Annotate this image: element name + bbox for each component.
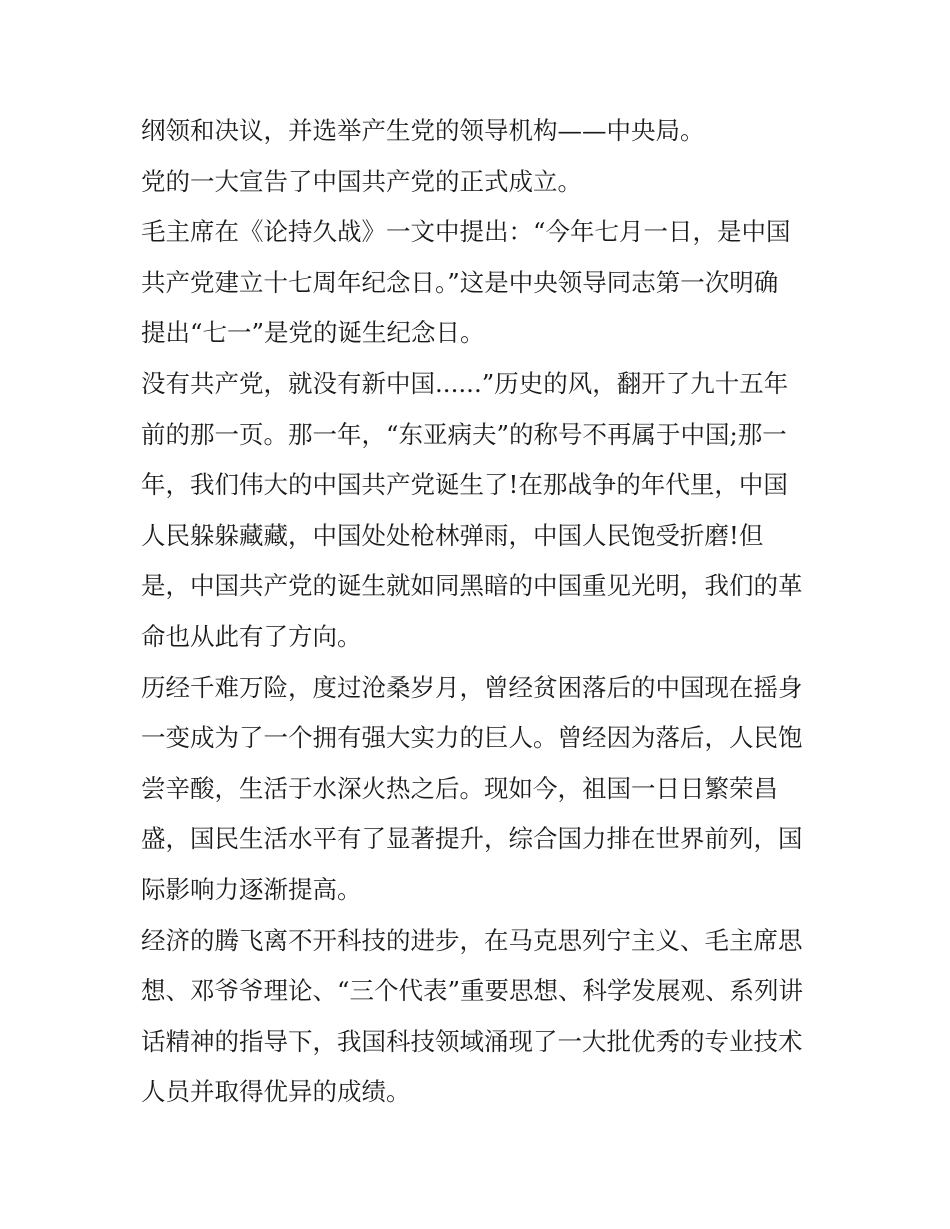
text-line-7: 前的那一页。那一年，“东亚病夫”的称号不再属于中国;那一	[141, 419, 787, 449]
text-line-1: 纲领和决议，并选举产生党的领导机构——中央局。	[141, 116, 705, 145]
text-line-6: 没有共产党，就没有新中国......”历史的风，翻开了九十五年	[141, 368, 789, 398]
text-line-9: 人民躲躲藏藏，中国处处枪林弹雨，中国人民饱受折磨!但	[141, 520, 764, 550]
text-line-3: 毛主席在《论持久战》一文中提出：“今年七月一日，是中国	[141, 217, 791, 247]
text-line-4: 共产党建立十七周年纪念日。”这是中央领导同志第一次明确	[141, 267, 779, 297]
text-line-5: 提出“七一”是党的诞生纪念日。	[141, 318, 485, 348]
body-text	[141, 106, 821, 1118]
text-line-8: 年，我们伟大的中国共产党诞生了!在那战争的年代里，中国	[141, 470, 788, 500]
text-line-12: 历经千难万险，度过沧桑岁月，曾经贫困落后的中国现在摇身	[141, 672, 803, 702]
text-line-18: 想、邓爷爷理论、“三个代表”重要思想、科学发展观、系列讲	[141, 976, 804, 1006]
text-line-10: 是，中国共产党的诞生就如同黑暗的中国重见光明，我们的革	[141, 571, 803, 601]
text-line-13: 一变成为了一个拥有强大实力的巨人。曾经因为落后，人民饱	[141, 723, 803, 753]
text-line-16: 际影响力逐渐提高。	[141, 874, 362, 904]
text-line-20: 人员并取得优异的成绩。	[141, 1077, 411, 1107]
text-line-19: 话精神的指导下，我国科技领域涌现了一大批优秀的专业技术	[141, 1026, 803, 1056]
text-line-17: 经济的腾飞离不开科技的进步，在马克思列宁主义、毛主席思	[141, 925, 803, 955]
text-line-14: 尝辛酸，生活于水深火热之后。现如今，祖国一日日繁荣昌	[141, 773, 778, 803]
text-line-2: 党的一大宣告了中国共产党的正式成立。	[141, 166, 582, 196]
text-line-15: 盛，国民生活水平有了显著提升，综合国力排在世界前列，国	[141, 824, 803, 854]
text-line-11: 命也从此有了方向。	[141, 621, 362, 651]
